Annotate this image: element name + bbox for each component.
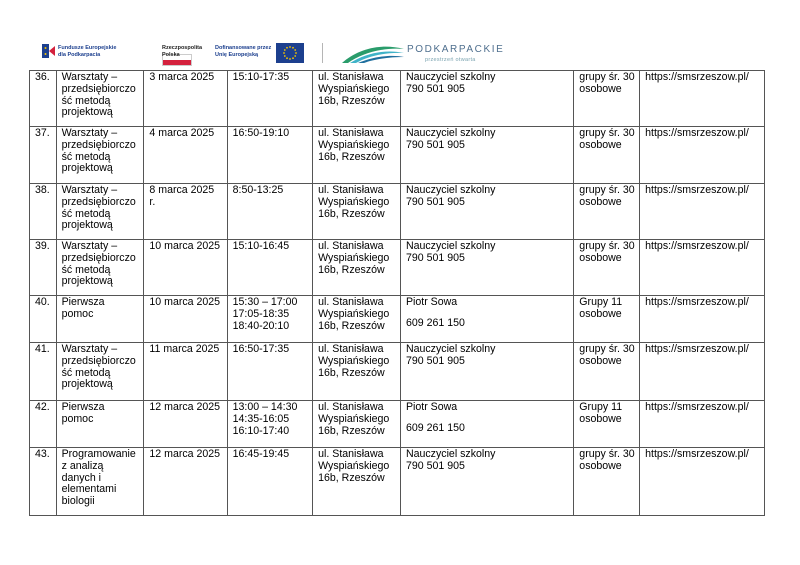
topic-cell-line: biologii	[61, 495, 95, 508]
date-cell	[144, 184, 227, 240]
place-cell-line: Wyspiańskiego	[318, 138, 390, 151]
url-cell	[640, 240, 765, 296]
time-cell-line: 8:50-13:25	[232, 184, 284, 196]
url-cell	[640, 448, 765, 516]
topic-cell-line: Warsztaty –	[61, 127, 118, 139]
contact-phone: 790 501 905	[405, 354, 465, 367]
group-cell-line: osobowe	[579, 412, 622, 425]
url-cell-text: https://smsrzeszow.pl/	[645, 401, 749, 413]
contact-phone: 790 501 905	[405, 195, 465, 208]
contact-cell	[400, 343, 573, 401]
place-cell-line: ul. Stanisława	[318, 448, 384, 460]
place-cell	[313, 240, 401, 296]
podkarpackie-wave-logo-icon	[340, 41, 406, 65]
contact-phone: 790 501 905	[405, 251, 465, 264]
time-cell	[227, 401, 313, 448]
topic-cell	[56, 296, 144, 343]
row-number-text: 37.	[35, 127, 50, 139]
date-cell-line: 12 marca 2025	[149, 448, 221, 460]
group-cell	[574, 401, 640, 448]
topic-cell-line: pomoc	[61, 307, 94, 320]
row-number-text: 38.	[35, 184, 50, 196]
topic-cell	[56, 71, 144, 127]
row-number	[30, 343, 57, 401]
place-cell-line: Wyspiańskiego	[318, 354, 390, 367]
group-cell-line: osobowe	[579, 195, 622, 208]
place-cell-line: ul. Stanisława	[318, 296, 384, 308]
time-cell	[227, 240, 313, 296]
topic-cell-line: Programowanie	[61, 448, 136, 460]
row-number	[30, 240, 57, 296]
table-row	[30, 71, 765, 127]
place-cell-line: 16b, Rzeszów	[318, 319, 385, 332]
table-row	[30, 240, 765, 296]
group-cell	[574, 127, 640, 184]
place-cell	[313, 296, 401, 343]
table-row	[30, 296, 765, 343]
row-number	[30, 184, 57, 240]
time-cell	[227, 184, 313, 240]
topic-cell-line: ść metodą	[61, 207, 111, 220]
group-cell-line: grupy śr. 30	[579, 71, 635, 83]
contact-phone: 609 261 150	[405, 421, 465, 434]
url-cell-text: https://smsrzeszow.pl/	[645, 296, 749, 308]
row-number-text: 42.	[35, 401, 50, 413]
url-cell-text: https://smsrzeszow.pl/	[645, 343, 749, 355]
group-cell-line: osobowe	[579, 82, 622, 95]
topic-cell-line: danych i	[61, 471, 102, 484]
time-cell	[227, 448, 313, 516]
group-cell-line: grupy śr. 30	[579, 240, 635, 252]
date-cell	[144, 296, 227, 343]
time-cell-line: 17:05-18:35	[232, 307, 290, 320]
group-cell-line: osobowe	[579, 354, 622, 367]
group-cell	[574, 448, 640, 516]
place-cell-line: Wyspiańskiego	[318, 459, 390, 472]
contact-person: Nauczyciel szkolny	[405, 343, 496, 355]
topic-cell	[56, 343, 144, 401]
url-cell-text: https://smsrzeszow.pl/	[645, 127, 749, 139]
table-row	[30, 448, 765, 516]
contact-person: Piotr Sowa	[405, 296, 458, 308]
place-cell-line: Wyspiańskiego	[318, 195, 390, 208]
topic-cell-line: z analizą	[61, 459, 104, 472]
url-cell	[640, 296, 765, 343]
topic-cell-line: Warsztaty –	[61, 343, 118, 355]
place-cell-line: ul. Stanisława	[318, 71, 384, 83]
place-cell-line: Wyspiańskiego	[318, 82, 390, 95]
contact-phone: 790 501 905	[405, 459, 465, 472]
fe-line-1: Fundusze Europejskie	[58, 45, 117, 51]
place-cell-line: 16b, Rzeszów	[318, 366, 385, 379]
group-cell	[574, 240, 640, 296]
time-cell-line: 18:40-20:10	[232, 319, 290, 332]
group-cell-line: grupy śr. 30	[579, 127, 635, 139]
row-number-text: 39.	[35, 240, 50, 252]
contact-person: Piotr Sowa	[405, 401, 458, 413]
topic-cell-line: ść metodą	[61, 94, 111, 107]
rp-line-1: Rzeczpospolita	[162, 45, 203, 51]
topic-cell-line: projektową	[61, 275, 113, 288]
topic-cell	[56, 240, 144, 296]
topic-cell-line: projektową	[61, 219, 113, 232]
place-cell-line: ul. Stanisława	[318, 127, 384, 139]
date-cell	[144, 240, 227, 296]
row-number	[30, 401, 57, 448]
date-cell-line: 11 marca 2025	[149, 343, 220, 355]
contact-cell	[400, 127, 573, 184]
eu-flag-icon	[276, 43, 304, 63]
date-cell	[144, 343, 227, 401]
region-tagline: przestrzeń otwarta	[425, 57, 476, 63]
topic-cell-line: projektową	[61, 378, 113, 391]
time-cell-line: 16:50-17:35	[232, 343, 290, 355]
url-cell	[640, 127, 765, 184]
time-cell-line: 16:10-17:40	[232, 424, 290, 437]
row-number	[30, 127, 57, 184]
place-cell	[313, 71, 401, 127]
fundusze-europejskie-text	[58, 45, 116, 58]
time-cell-line: 13:00 – 14:30	[232, 401, 298, 413]
topic-cell-line: przedsiębiorczo	[61, 354, 136, 367]
place-cell-line: 16b, Rzeszów	[318, 424, 385, 437]
topic-cell-line: Pierwsza	[61, 401, 105, 413]
time-cell-line: 15:30 – 17:00	[232, 296, 298, 308]
topic-cell	[56, 184, 144, 240]
topic-cell-line: ść metodą	[61, 150, 111, 163]
contact-person: Nauczyciel szkolny	[405, 184, 496, 196]
date-cell	[144, 71, 227, 127]
place-cell-line: Wyspiańskiego	[318, 412, 390, 425]
url-cell-text: https://smsrzeszow.pl/	[645, 184, 749, 196]
place-cell-line: 16b, Rzeszów	[318, 471, 385, 484]
contact-cell	[400, 401, 573, 448]
time-cell	[227, 296, 313, 343]
place-cell-line: 16b, Rzeszów	[318, 150, 385, 163]
topic-cell-line: ść metodą	[61, 263, 111, 276]
contact-cell	[400, 240, 573, 296]
place-cell	[313, 184, 401, 240]
fundusze-europejskie-logo-icon	[40, 42, 56, 60]
eu-line-1: Dofinansowane przez	[215, 45, 272, 51]
fe-line-2: dla Podkarpacia	[58, 51, 101, 58]
topic-cell-line: przedsiębiorczo	[61, 138, 136, 151]
contact-cell	[400, 448, 573, 516]
table-row	[30, 343, 765, 401]
group-cell-line: osobowe	[579, 251, 622, 264]
logo-bar	[0, 0, 800, 70]
topic-cell-line: projektową	[61, 162, 113, 175]
time-cell-line: 15:10-16:45	[232, 240, 290, 252]
group-cell	[574, 343, 640, 401]
topic-cell-line: Pierwsza	[61, 296, 105, 308]
group-cell-line: Grupy 11	[579, 401, 623, 413]
rp-line-2: Polska	[162, 51, 180, 58]
row-number	[30, 71, 57, 127]
date-cell-line: 10 marca 2025	[149, 240, 221, 252]
schedule-table	[29, 70, 765, 516]
place-cell-line: Wyspiańskiego	[318, 251, 390, 264]
row-number	[30, 448, 57, 516]
topic-cell	[56, 127, 144, 184]
contact-phone: 790 501 905	[405, 82, 465, 95]
date-cell-line: 12 marca 2025	[149, 401, 221, 413]
group-cell-line: osobowe	[579, 307, 622, 320]
date-cell	[144, 127, 227, 184]
date-cell-line: 4 marca 2025	[149, 127, 215, 139]
time-cell	[227, 343, 313, 401]
topic-cell-line: pomoc	[61, 412, 94, 425]
contact-person: Nauczyciel szkolny	[405, 127, 496, 139]
logo-separator	[322, 43, 323, 63]
topic-cell	[56, 448, 144, 516]
place-cell-line: 16b, Rzeszów	[318, 94, 385, 107]
topic-cell-line: ść metodą	[61, 366, 111, 379]
row-number-text: 43.	[35, 448, 50, 460]
date-cell-line: 8 marca 2025	[149, 184, 215, 196]
url-cell	[640, 343, 765, 401]
contact-cell	[400, 71, 573, 127]
contact-phone: 790 501 905	[405, 138, 465, 151]
url-cell-text: https://smsrzeszow.pl/	[645, 448, 749, 460]
topic-cell-line: elementami	[61, 483, 117, 496]
url-cell-text: https://smsrzeszow.pl/	[645, 71, 749, 83]
time-cell	[227, 127, 313, 184]
row-number-text: 41.	[35, 343, 50, 355]
contact-person: Nauczyciel szkolny	[405, 240, 496, 252]
topic-cell-line: przedsiębiorczo	[61, 195, 136, 208]
group-cell-line: grupy śr. 30	[579, 184, 635, 196]
schedule-table-body	[30, 71, 765, 516]
url-cell	[640, 71, 765, 127]
region-name: PODKARPACKIE	[407, 44, 505, 55]
group-cell-line: Grupy 11	[579, 296, 623, 308]
eu-funding-text	[215, 45, 271, 58]
url-cell	[640, 184, 765, 240]
place-cell-line: 16b, Rzeszów	[318, 207, 385, 220]
eu-line-2: Unię Europejską	[215, 51, 259, 58]
row-number-text: 40.	[35, 296, 50, 308]
contact-cell	[400, 296, 573, 343]
contact-person: Nauczyciel szkolny	[405, 71, 496, 83]
row-number-text: 36.	[35, 71, 50, 83]
place-cell-line: ul. Stanisława	[318, 343, 384, 355]
topic-cell-line: projektową	[61, 106, 113, 119]
group-cell-line: grupy śr. 30	[579, 448, 635, 460]
contact-cell	[400, 184, 573, 240]
place-cell	[313, 401, 401, 448]
date-cell	[144, 401, 227, 448]
group-cell-line: grupy śr. 30	[579, 343, 635, 355]
group-cell	[574, 296, 640, 343]
topic-cell-line: Warsztaty –	[61, 240, 118, 252]
place-cell	[313, 448, 401, 516]
table-row	[30, 184, 765, 240]
place-cell	[313, 127, 401, 184]
topic-cell-line: przedsiębiorczo	[61, 251, 136, 264]
place-cell	[313, 343, 401, 401]
group-cell-line: osobowe	[579, 138, 622, 151]
contact-person: Nauczyciel szkolny	[405, 448, 496, 460]
date-cell-line: r.	[149, 195, 156, 208]
place-cell-line: Wyspiańskiego	[318, 307, 390, 320]
table-row	[30, 127, 765, 184]
place-cell-line: ul. Stanisława	[318, 401, 384, 413]
time-cell-line: 16:50-19:10	[232, 127, 290, 139]
date-cell	[144, 448, 227, 516]
table-row	[30, 401, 765, 448]
topic-cell-line: przedsiębiorczo	[61, 82, 136, 95]
place-cell-line: 16b, Rzeszów	[318, 263, 385, 276]
topic-cell-line: Warsztaty –	[61, 71, 118, 83]
row-number	[30, 296, 57, 343]
time-cell-line: 16:45-19:45	[232, 448, 290, 460]
time-cell-line: 15:10-17:35	[232, 71, 290, 83]
time-cell	[227, 71, 313, 127]
topic-cell-line: Warsztaty –	[61, 184, 118, 196]
group-cell-line: osobowe	[579, 459, 622, 472]
url-cell	[640, 401, 765, 448]
url-cell-text: https://smsrzeszow.pl/	[645, 240, 749, 252]
place-cell-line: ul. Stanisława	[318, 240, 384, 252]
rzeczpospolita-text	[162, 45, 202, 58]
date-cell-line: 10 marca 2025	[149, 296, 221, 308]
topic-cell	[56, 401, 144, 448]
date-cell-line: 3 marca 2025	[149, 71, 215, 83]
place-cell-line: ul. Stanisława	[318, 184, 384, 196]
group-cell	[574, 71, 640, 127]
time-cell-line: 14:35-16:05	[232, 412, 290, 425]
group-cell	[574, 184, 640, 240]
contact-phone: 609 261 150	[405, 316, 465, 329]
